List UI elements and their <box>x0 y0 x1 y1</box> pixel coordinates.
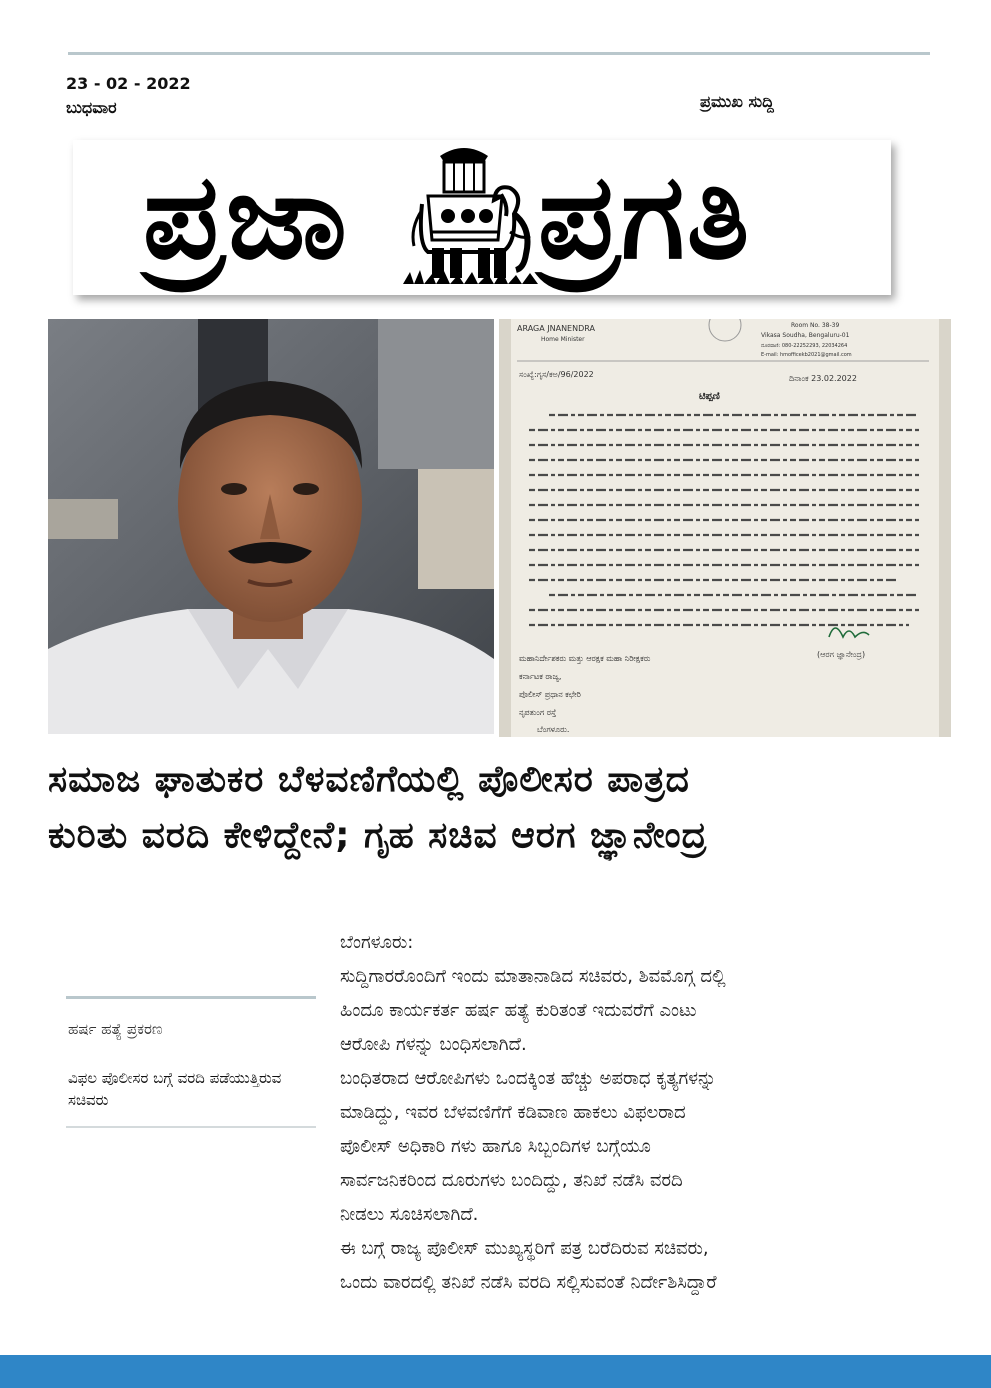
article-line: ನೀಡಲು ಸೂಚಿಸಲಾಗಿದೆ. <box>340 1204 479 1225</box>
letter-signature-name: (ಆರಗ ಜ್ಞಾನೇಂದ್ರ) <box>817 650 866 659</box>
letter-phone: ದೂರವಾಣಿ: 080-22252293, 22034264 <box>761 343 848 349</box>
masthead-word-left: ಪ್ರಜಾ <box>143 147 349 285</box>
sidebar-tag: ಹರ್ಷ ಹತ್ಯೆ ಪ್ರಕರಣ <box>68 1020 163 1038</box>
minister-photo <box>48 319 494 734</box>
article-line: ಹಿಂದೂ ಕಾರ್ಯಕರ್ತ ಹರ್ಷ ಹತ್ಯೆ ಕುರಿತಂತೆ ಇದುವರೆಗೆ ಎಂಟು <box>340 1000 697 1021</box>
top-rule <box>68 52 930 55</box>
sidebar-caption: ವಿಫಲ ಪೊಲೀಸರ ಬಗ್ಗೆ ವರದಿ ಪಡೆಯುತ್ತಿರುವ ಸಚಿವರು <box>68 1069 282 1109</box>
letter-heading: ಟಿಪ್ಪಣಿ <box>699 391 720 402</box>
masthead-word-right: ಪ್ರಗತಿ <box>538 147 752 285</box>
letter-to-line-2: ಕರ್ನಾಟಕ ರಾಜ್ಯ, <box>519 672 562 681</box>
headline-line-2: ಕುರಿತು ವರದಿ ಕೇಳಿದ್ದೇನೆ; ಗೃಹ ಸಚಿವ ಆರಗ ಜ್ಞಾನೇಂದ್ರ <box>48 815 708 856</box>
sidebar-rule-bottom <box>66 1126 316 1128</box>
article-body <box>340 926 980 1300</box>
letter-ref: ಸಂಖ್ಯೆ:ಗೃಸ/ಕಅ/96/2022 <box>519 370 594 379</box>
article-line: ಆರೋಪಿ ಗಳನ್ನು ಬಂಧಿಸಲಾಗಿದೆ. <box>340 1034 527 1055</box>
letter-to-line-4: ನೃಪತುಂಗ ರಸ್ತೆ <box>519 708 557 717</box>
masthead <box>73 140 891 295</box>
letter-sender-title: Home Minister <box>541 336 585 343</box>
letter-sender-name: ARAGA JNANENDRA <box>517 324 595 333</box>
letter-to-line-1: ಮಹಾನಿರ್ದೇಶಕರು ಮತ್ತು ಆರಕ್ಷಕ ಮಹಾ ನಿರೀಕ್ಷಕರು <box>519 654 651 663</box>
letter-to-line-5: ಬೆಂಗಳೂರು. <box>537 725 570 734</box>
headline-line-1: ಸಮಾಜ ಘಾತುಕರ ಬೆಳವಣಿಗೆಯಲ್ಲಿ ಪೊಲೀಸರ ಪಾತ್ರದ <box>48 759 690 800</box>
issue-date: 23 - 02 - 2022 <box>66 74 191 93</box>
letter-scan <box>499 319 951 737</box>
article-line: ಸಾರ್ವಜನಿಕರಿಂದ ದೂರುಗಳು ಬಂದಿದ್ದು, ತನಿಖೆ ನಡೆಸಿ ವರದಿ <box>340 1170 683 1191</box>
elephant-logo-icon <box>398 144 543 292</box>
letter-to-line-3: ಪೊಲೀಸ್ ಪ್ರಧಾನ ಕಛೇರಿ <box>519 690 581 699</box>
article-line: ಬಂಧಿತರಾದ ಆರೋಪಿಗಳು ಒಂದಕ್ಕಿಂತ ಹೆಚ್ಚು ಅಪರಾಧ ಕೃತ್ಯಗಳನ್ನು <box>340 1068 717 1089</box>
issue-weekday: ಬುಧವಾರ <box>66 98 117 117</box>
sidebar-rule-top <box>66 996 316 999</box>
bottom-bar <box>0 1355 991 1388</box>
letter-image <box>499 319 951 737</box>
portrait-image <box>48 319 494 734</box>
article-line: ಈ ಬಗ್ಗೆ ರಾಜ್ಯ ಪೊಲೀಸ್ ಮುಖ್ಯಸ್ಥರಿಗೆ ಪತ್ರ ಬರೆದಿರುವ ಸಚಿವರು, <box>340 1238 709 1259</box>
letter-address: Vikasa Soudha, Bengaluru-01 <box>761 332 850 339</box>
letter-date: ದಿನಾಂಕ 23.02.2022 <box>789 374 857 383</box>
article-line: ಮಾಡಿದ್ದು, ಇವರ ಬೆಳವಣಿಗೆಗೆ ಕಡಿವಾಣ ಹಾಕಲು ವಿಫಲರಾದ <box>340 1102 686 1123</box>
article-line: ಒಂದು ವಾರದಲ್ಲಿ ತನಿಖೆ ನಡೆಸಿ ವರದಿ ಸಲ್ಲಿಸುವಂತೆ ನಿರ್ದೇಶಿಸಿದ್ದಾರೆ <box>340 1272 717 1293</box>
article-line: ಸುದ್ದಿಗಾರರೊಂದಿಗೆ ಇಂದು ಮಾತಾನಾಡಿದ ಸಚಿವರು, ಶಿವಮೊಗ್ಗ ದಲ್ಲಿ <box>340 966 726 987</box>
section-label: ಪ್ರಮುಖ ಸುದ್ದಿ <box>700 92 774 111</box>
article-line: ಪೊಲೀಸ್ ಅಧಿಕಾರಿ ಗಳು ಹಾಗೂ ಸಿಬ್ಬಂದಿಗಳ ಬಗ್ಗೆಯೂ <box>340 1136 651 1157</box>
article-line: ಬೆಂಗಳೂರು: <box>340 932 414 953</box>
headline <box>48 752 948 864</box>
letter-room: Room No. 38-39 <box>791 322 840 329</box>
letter-email: E-mail: hmofficekb2021@gmail.com <box>761 352 852 358</box>
